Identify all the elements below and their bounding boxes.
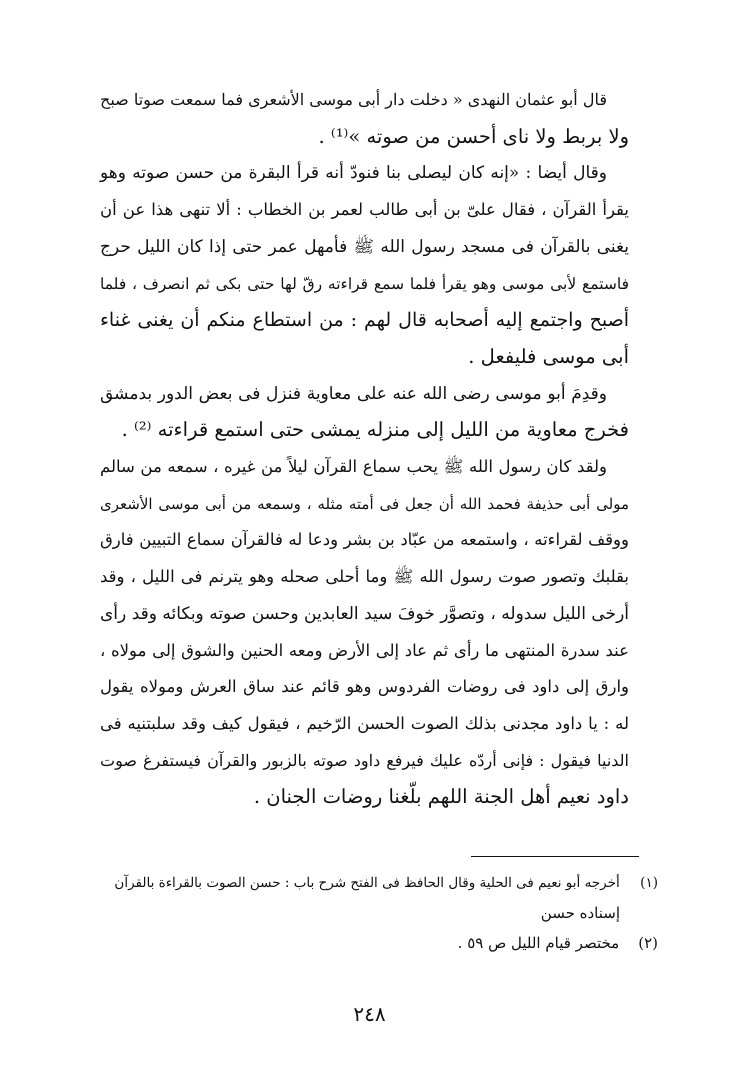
paragraph-2 — [100, 155, 655, 375]
paragraph-3 — [100, 376, 655, 449]
text-line: قال أبو عثمان النهدى « دخلت دار أبى موسى الأشعرى فما سمعت صوتا صبح — [100, 90, 607, 109]
text-line: يغنى بالقرآن فى مسجد رسول الله ﷺ فأمهل عمر حتى إذا كان الليل حرج — [100, 236, 629, 257]
footnote-divider — [471, 856, 639, 857]
text-line: أصبح واجتمع إليه أصحابه قال لهم : من استطاع منكم أن يغنى غناء — [100, 309, 629, 332]
footnote-1 — [100, 868, 658, 898]
text-line: أبى موسى فليفعل . — [468, 344, 629, 368]
text-line: يقرأ القرآن ، فقال علىّ بن أبى طالب لعمر بن الخطاب : ألا تنهى هذا عن أن — [100, 200, 629, 220]
text-line: الدنيا فيقول : فإنى أردّه عليك فيرفع داود صوته بالزبور والقرآن فيستفرغ صوت — [100, 750, 629, 770]
footnote-text: أخرجه أبو نعيم فى الحلية وقال الحافظ فى الفتح شرح باب : حسن الصوت بالقراءة بالقرآن — [114, 875, 620, 891]
footnote-2 — [100, 928, 658, 958]
text-line: بقلبك وتصور صوت رسول الله ﷺ وما أحلى صحله وهو يترنم فى الليل ، وقد — [100, 567, 629, 587]
text-line: وارق إلى داود فى روضات الفردوس وهو قائم عند ساق العرش ومولاه يقول — [100, 677, 629, 697]
paragraph-1 — [100, 82, 655, 155]
text-line: عند سدرة المنتهى ما رأى ثم عاد إلى الأرض ومعه الحنين والشوق إلى مولاه ، — [100, 640, 629, 660]
text-line: له : يا داود مجدنى بذلك الصوت الحسن الرّخيم ، فيقول كيف وقد سلبتنيه فى — [100, 713, 629, 733]
footnote-number: (١) — [640, 875, 658, 891]
page-number: ٢٤٨ — [353, 1002, 386, 1026]
text-line: ولا بربط ولا ناى أحسن من صوته »⁽¹⁾ . — [318, 124, 629, 148]
text-line: فاستمع لأبى موسى وهو يقرأ فلما سمع قراءته رقّ لها حتى بكى ثم انصرف ، فلما — [100, 274, 629, 293]
footnote-1-continuation: إسناده حسن — [540, 904, 620, 922]
main-text — [100, 82, 655, 816]
text-line: فخرج معاوية من الليل إلى منزله يمشى حتى استمع قراءته ⁽²⁾ . — [121, 418, 629, 442]
text-line: داود نعيم أهل الجنة اللهم بلّغنا روضات الجنان . — [253, 785, 629, 809]
text-line: وقدِمَ أبو موسى رضى الله عنه على معاوية فنزل فى بعض الدور بدمشق — [100, 383, 607, 404]
footnote-text: مختصر قيام الليل ص ٥٩ . — [457, 934, 620, 952]
text-line: وقال أيضا : «إنه كان ليصلى بنا فنودّ أنه قرأ البقرة من حسن صوته وهو — [100, 163, 607, 184]
paragraph-4 — [100, 449, 655, 816]
text-line: أرخى الليل سدوله ، وتصوَّر خوفَ سيد العابدين وحسن صوته وبكائه وقد رأى — [100, 603, 629, 624]
text-line: مولى أبى حذيفة فحمد الله أن جعل فى أمته مثله ، وسمعه من أبى موسى الأشعرى — [100, 494, 629, 513]
text-line: ووقف لقراءته ، واستمعه من عبّاد بن بشر ودعا له فالقرآن سماع التبيين فارق — [100, 530, 629, 550]
footnote-number: (٢) — [638, 934, 658, 952]
footnotes — [100, 868, 658, 958]
text-line: ولقد كان رسول الله ﷺ يحب سماع القرآن ليلاً من غيره ، سمعه من سالم — [100, 457, 607, 477]
